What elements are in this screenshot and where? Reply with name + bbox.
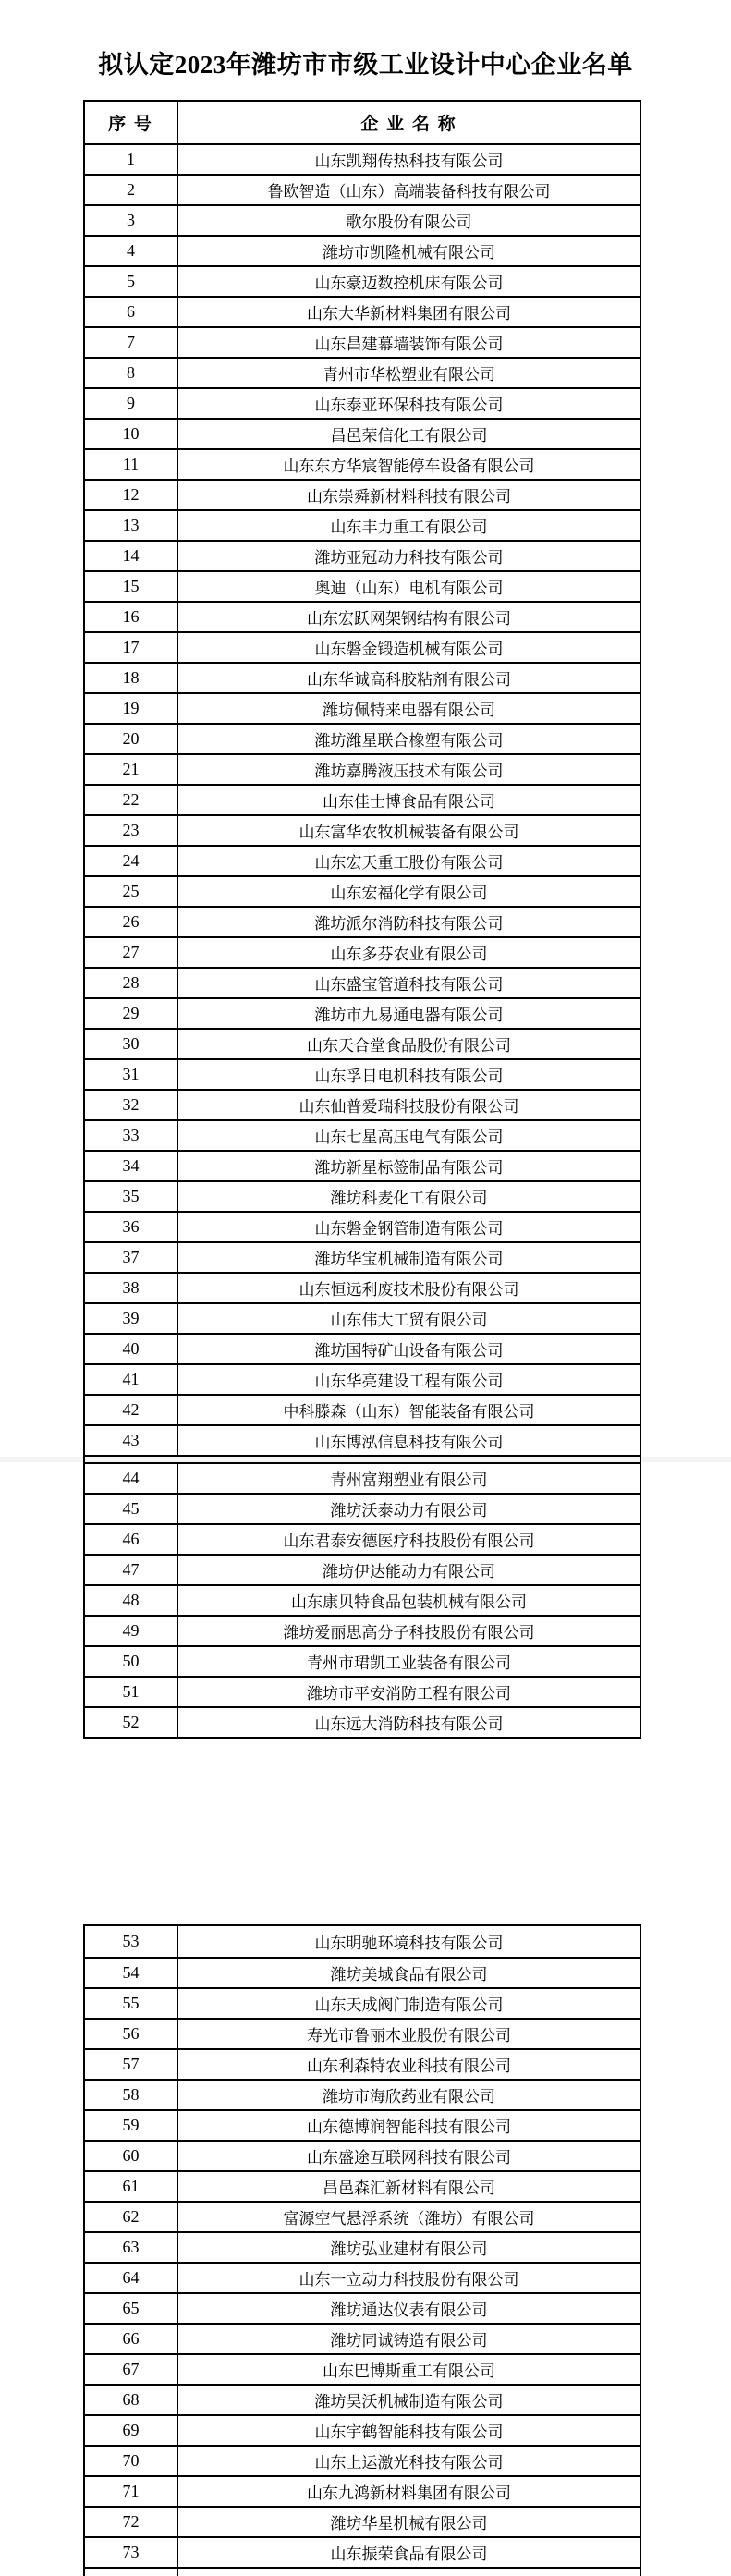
table-row [85, 2262, 640, 2292]
company-name-cell: 山东宏福化学有限公司 [330, 885, 488, 902]
table-row [85, 1493, 640, 1523]
row-index-cell: 10 [85, 420, 178, 448]
row-index-cell: 34 [85, 1152, 178, 1180]
row-index-cell: 38 [85, 1274, 178, 1302]
table-row [85, 967, 640, 997]
company-name-cell: 潍坊沃泰动力有限公司 [330, 1502, 488, 1520]
header-index: 序 号 [85, 102, 178, 143]
row-index-cell: 23 [85, 816, 178, 845]
company-name-cell: 潍坊伊达能动力有限公司 [323, 1563, 495, 1581]
row-index-cell: 45 [85, 1495, 178, 1523]
row-index-cell: 55 [85, 1989, 178, 2018]
company-name-cell: 中科滕森（山东）智能装备有限公司 [283, 1403, 535, 1421]
table-row [85, 1645, 640, 1676]
row-index-cell: 7 [85, 328, 178, 357]
company-name-cell: 山东崇舜新材料科技有限公司 [307, 488, 511, 506]
company-name-cell: 山东豪迈数控机床有限公司 [314, 275, 504, 292]
row-index-cell: 17 [85, 633, 178, 662]
table-row [85, 1333, 640, 1363]
table-row [85, 1394, 640, 1424]
company-name-cell: 山东东方华宸智能停车设备有限公司 [283, 458, 535, 475]
table-row [85, 143, 640, 174]
row-index-cell: 47 [85, 1556, 178, 1584]
table-row [85, 2292, 640, 2323]
company-name-cell: 山东远大消防科技有限公司 [314, 1715, 504, 1733]
row-index-cell: 29 [85, 999, 178, 1028]
row-index-cell: 50 [85, 1647, 178, 1676]
table-row [85, 1462, 640, 1493]
company-name-cell: 潍坊市海欣药业有限公司 [323, 2088, 495, 2106]
table-row [85, 296, 640, 326]
table-row [85, 1180, 640, 1211]
table-row [85, 692, 640, 723]
company-name-cell: 潍坊亚冠动力科技有限公司 [314, 549, 504, 567]
row-index-cell: 22 [85, 786, 178, 814]
row-index-cell: 49 [85, 1617, 178, 1645]
company-name-cell: 山东孚日电机科技有限公司 [314, 1068, 504, 1085]
company-name-cell: 青州市珺凯工业装备有限公司 [307, 1654, 511, 1672]
company-name-cell: 山东博泓信息科技有限公司 [314, 1434, 504, 1451]
row-index-cell: 31 [85, 1060, 178, 1089]
row-index-cell: 61 [85, 2172, 178, 2201]
row-index-cell [85, 2569, 178, 2576]
company-name-cell: 山东盛途互联网科技有限公司 [307, 2149, 511, 2167]
company-name-cell: 山东伟大工贸有限公司 [330, 1312, 488, 1329]
row-index-cell: 58 [85, 2081, 178, 2109]
row-index-cell: 71 [85, 2477, 178, 2506]
row-index-cell: 48 [85, 1586, 178, 1615]
table-row [85, 601, 640, 631]
table-row [85, 1211, 640, 1241]
company-name-cell: 昌邑荣信化工有限公司 [330, 427, 488, 445]
company-name-cell: 昌邑森汇新材料有限公司 [323, 2179, 495, 2197]
table-row [85, 2048, 640, 2079]
table-row [85, 906, 640, 936]
company-name-cell: 山东多芬农业有限公司 [330, 946, 488, 963]
company-name-cell: 山东九鸿新材料集团有限公司 [307, 2484, 511, 2502]
table-row-partial [85, 2567, 640, 2576]
table-row [85, 2445, 640, 2475]
row-index-cell: 37 [85, 1243, 178, 1272]
table-row [85, 1523, 640, 1554]
table-row [85, 662, 640, 692]
company-name-cell: 山东磐金锻造机械有限公司 [314, 641, 504, 658]
table-row [85, 387, 640, 418]
row-index-cell: 32 [85, 1091, 178, 1119]
table-row [85, 235, 640, 265]
table-row [85, 936, 640, 967]
table-row [85, 570, 640, 601]
company-name-cell: 山东恒远利废技术股份有限公司 [298, 1281, 519, 1299]
table-row [85, 509, 640, 540]
table-row [85, 875, 640, 906]
row-index-cell: 43 [85, 1426, 178, 1455]
company-name-cell: 山东巴博斯重工有限公司 [323, 2362, 495, 2380]
company-name-cell: 山东丰力重工有限公司 [330, 519, 488, 536]
table-row [85, 1584, 640, 1615]
company-name-cell: 山东泰亚环保科技有限公司 [314, 397, 504, 414]
row-index-cell: 39 [85, 1304, 178, 1333]
table-row [85, 1926, 640, 1957]
company-name-cell: 潍坊市九易通电器有限公司 [314, 1007, 504, 1024]
table-row [85, 1150, 640, 1180]
company-name-cell: 山东利森特农业科技有限公司 [307, 2057, 511, 2075]
company-name-cell: 潍坊美城食品有限公司 [330, 1966, 488, 1984]
table-row [85, 1241, 640, 1272]
header-company-name: 企 业 名 称 [360, 115, 457, 134]
table-row [85, 204, 640, 235]
table-row [85, 2018, 640, 2048]
company-name-cell [178, 2569, 640, 2576]
row-index-cell: 27 [85, 938, 178, 967]
company-name-cell: 山东上运激光科技有限公司 [314, 2454, 504, 2472]
row-index-cell: 73 [85, 2538, 178, 2567]
company-name-cell: 山东仙普爱瑞科技股份有限公司 [298, 1098, 519, 1116]
row-index-cell: 25 [85, 877, 178, 906]
row-index-cell: 5 [85, 267, 178, 296]
row-index-cell: 3 [85, 206, 178, 235]
company-name-cell: 潍坊国特矿山设备有限公司 [314, 1342, 504, 1360]
table-row [85, 1987, 640, 2018]
company-name-cell: 山东宇鹤智能科技有限公司 [314, 2423, 504, 2441]
row-index-cell: 70 [85, 2447, 178, 2475]
table-body-page2 [85, 1926, 640, 2567]
row-index-cell: 57 [85, 2050, 178, 2079]
company-name-cell: 山东康贝特食品包装机械有限公司 [291, 1593, 527, 1611]
company-name-cell: 山东七星高压电气有限公司 [314, 1129, 504, 1146]
row-index-cell: 14 [85, 542, 178, 570]
company-name-cell: 潍坊弘业建材有限公司 [330, 2240, 488, 2258]
table-body-page1 [85, 143, 640, 1737]
company-name-cell: 富源空气悬浮系统（潍坊）有限公司 [283, 2210, 535, 2228]
table-row [85, 2506, 640, 2536]
company-table-page2 [83, 1924, 641, 2576]
row-index-cell: 12 [85, 481, 178, 509]
table-row [85, 723, 640, 753]
table-row [85, 1272, 640, 1302]
row-index-cell: 13 [85, 511, 178, 540]
row-index-cell: 26 [85, 908, 178, 936]
company-name-cell: 潍坊新星标签制品有限公司 [314, 1159, 504, 1177]
table-row [85, 1089, 640, 1119]
row-index-cell: 4 [85, 237, 178, 265]
row-index-cell: 66 [85, 2325, 178, 2353]
row-index-cell: 21 [85, 755, 178, 784]
row-index-cell: 36 [85, 1213, 178, 1241]
company-name-cell: 山东盛宝管道科技有限公司 [314, 976, 504, 994]
table-row [85, 1058, 640, 1089]
company-name-cell: 山东磐金钢管制造有限公司 [314, 1220, 504, 1238]
company-name-cell: 潍坊昊沃机械制造有限公司 [314, 2393, 504, 2411]
company-name-cell: 山东凯翔传热科技有限公司 [314, 153, 504, 170]
company-name-cell: 山东天合堂食品股份有限公司 [307, 1037, 511, 1055]
table-row [85, 2109, 640, 2140]
row-index-cell: 18 [85, 664, 178, 692]
row-index-cell: 15 [85, 572, 178, 601]
company-name-cell: 山东华亮建设工程有限公司 [314, 1373, 504, 1390]
company-table-page1 [83, 100, 641, 1739]
row-index-cell: 35 [85, 1182, 178, 1211]
company-name-cell: 山东富华农牧机械装备有限公司 [298, 824, 519, 841]
table-row [85, 479, 640, 509]
row-index-cell: 16 [85, 603, 178, 631]
company-name-cell: 山东大华新材料集团有限公司 [307, 305, 511, 323]
table-row [85, 1363, 640, 1394]
table-row [85, 1957, 640, 1987]
company-name-cell: 潍坊科麦化工有限公司 [330, 1190, 488, 1207]
row-index-cell: 2 [85, 176, 178, 204]
table-row [85, 2536, 640, 2567]
company-name-cell: 潍坊市平安消防工程有限公司 [307, 1685, 511, 1703]
company-name-cell: 潍坊派尔消防科技有限公司 [314, 915, 504, 933]
row-index-cell: 72 [85, 2508, 178, 2536]
company-name-cell: 潍坊华星机械有限公司 [330, 2515, 488, 2533]
company-name-cell: 山东天成阀门制造有限公司 [314, 1996, 504, 2014]
table-row [85, 1424, 640, 1455]
row-index-cell: 1 [85, 145, 178, 174]
company-name-cell: 歌尔股份有限公司 [346, 214, 472, 231]
row-index-cell: 67 [85, 2355, 178, 2384]
row-index-cell: 69 [85, 2416, 178, 2445]
company-name-cell: 奥迪（山东）电机有限公司 [314, 580, 504, 597]
table-row [85, 2384, 640, 2414]
row-index-cell: 63 [85, 2233, 178, 2262]
table-row [85, 997, 640, 1028]
row-index-cell: 52 [85, 1708, 178, 1737]
company-name-cell: 潍坊华宝机械制造有限公司 [314, 1251, 504, 1268]
row-index-cell: 8 [85, 359, 178, 387]
table-row [85, 357, 640, 387]
table-row [85, 448, 640, 479]
company-name-cell: 潍坊爱丽思高分子科技股份有限公司 [283, 1624, 535, 1642]
company-name-cell: 山东佳士博食品有限公司 [323, 793, 495, 811]
row-index-cell: 11 [85, 450, 178, 479]
page-break-gap [85, 1455, 640, 1462]
row-index-cell: 30 [85, 1030, 178, 1058]
table-header-row [85, 102, 640, 143]
row-index-cell: 46 [85, 1525, 178, 1554]
page-title: 拟认定2023年潍坊市市级工业设计中心企业名单 [98, 51, 633, 79]
table-row [85, 2353, 640, 2384]
company-name-cell: 寿光市鲁丽木业股份有限公司 [307, 2027, 511, 2045]
table-row [85, 265, 640, 296]
company-name-cell: 山东君泰安德医疗科技股份有限公司 [283, 1532, 535, 1550]
table-row [85, 540, 640, 570]
company-name-cell: 山东宏跃网架钢结构有限公司 [307, 610, 511, 628]
table-row [85, 418, 640, 448]
table-row [85, 174, 640, 204]
table-row [85, 2140, 640, 2170]
row-index-cell: 24 [85, 847, 178, 875]
row-index-cell: 40 [85, 1335, 178, 1363]
row-index-cell: 56 [85, 2020, 178, 2048]
table-row [85, 1119, 640, 1150]
company-name-cell: 潍坊市凯隆机械有限公司 [323, 244, 495, 262]
table-row [85, 2231, 640, 2262]
table-row [85, 1028, 640, 1058]
company-name-cell: 青州富翔塑业有限公司 [330, 1471, 488, 1489]
row-index-cell: 44 [85, 1464, 178, 1493]
row-index-cell: 33 [85, 1121, 178, 1150]
company-name-cell: 山东振荣食品有限公司 [330, 2545, 488, 2563]
row-index-cell: 64 [85, 2264, 178, 2292]
company-name-cell: 山东明驰环境科技有限公司 [314, 1935, 504, 1952]
row-index-cell: 42 [85, 1396, 178, 1424]
table-row [85, 1554, 640, 1584]
table-row [85, 814, 640, 845]
table-row [85, 1302, 640, 1333]
company-name-cell: 山东华诚高科胶粘剂有限公司 [307, 671, 511, 689]
row-index-cell: 41 [85, 1365, 178, 1394]
table-row [85, 1706, 640, 1737]
table-row [85, 2170, 640, 2201]
row-index-cell: 53 [85, 1926, 178, 1957]
company-name-cell: 鲁欧智造（山东）高端装备科技有限公司 [267, 183, 551, 201]
table-row [85, 2475, 640, 2506]
table-row [85, 1676, 640, 1706]
company-name-cell: 青州市华松塑业有限公司 [323, 366, 495, 384]
company-name-cell: 潍坊佩特来电器有限公司 [323, 702, 495, 719]
table-row [85, 326, 640, 357]
table-row [85, 845, 640, 875]
row-index-cell: 62 [85, 2203, 178, 2231]
table-row [85, 631, 640, 662]
company-name-cell: 山东一立动力科技股份有限公司 [298, 2271, 519, 2289]
row-index-cell: 68 [85, 2386, 178, 2414]
company-name-cell: 山东德博润智能科技有限公司 [307, 2118, 511, 2136]
company-name-cell: 潍坊潍星联合橡塑有限公司 [314, 732, 504, 750]
row-index-cell: 51 [85, 1678, 178, 1706]
row-index-cell: 20 [85, 725, 178, 753]
row-index-cell: 9 [85, 389, 178, 418]
table-row [85, 2323, 640, 2353]
company-name-cell: 山东宏天重工股份有限公司 [314, 854, 504, 872]
row-index-cell: 6 [85, 298, 178, 326]
row-index-cell: 65 [85, 2294, 178, 2323]
table-row [85, 2079, 640, 2109]
row-index-cell: 28 [85, 969, 178, 997]
table-row [85, 2414, 640, 2445]
row-index-cell: 19 [85, 694, 178, 723]
company-name-cell: 潍坊嘉腾液压技术有限公司 [314, 763, 504, 780]
table-row [85, 753, 640, 784]
company-name-cell: 潍坊通达仪表有限公司 [330, 2301, 488, 2319]
row-index-cell: 59 [85, 2111, 178, 2140]
table-row [85, 784, 640, 814]
row-index-cell: 54 [85, 1959, 178, 1987]
company-name-cell: 潍坊同诚铸造有限公司 [330, 2332, 488, 2350]
table-row [85, 2201, 640, 2231]
row-index-cell: 60 [85, 2142, 178, 2170]
company-name-cell: 山东昌建幕墙装饰有限公司 [314, 336, 504, 353]
table-row [85, 1615, 640, 1645]
